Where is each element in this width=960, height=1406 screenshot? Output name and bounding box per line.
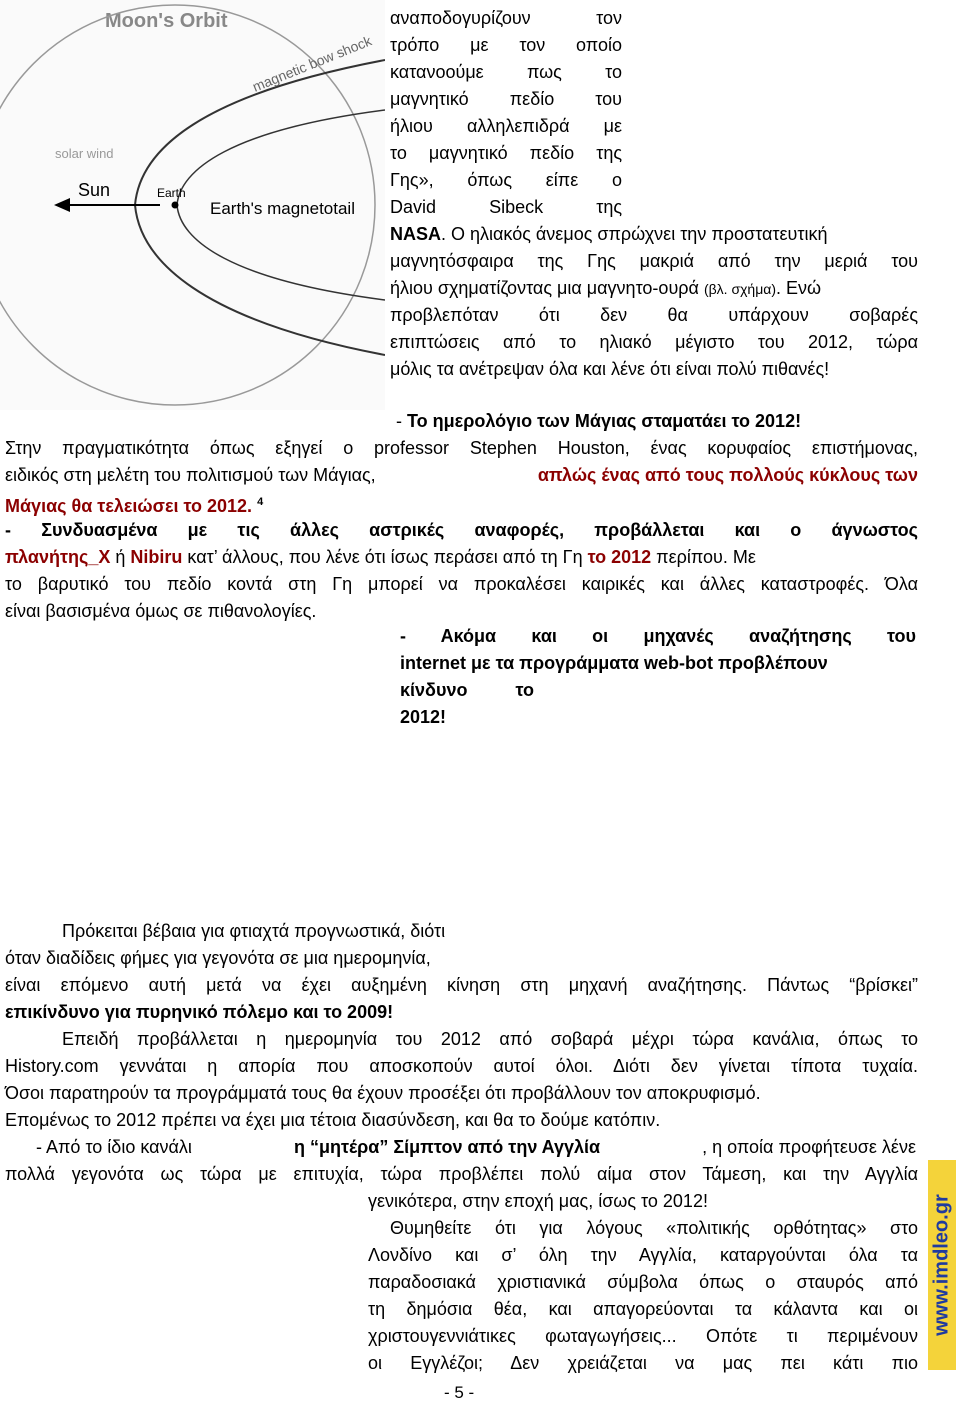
text-line: Όσοι παρατηρούν τα προγράμματά τους θα έχουν προσέξει ότι προβάλλουν τον αποκρυφισμό.: [5, 1083, 761, 1103]
text-line: Λονδίνο και σ’ όλη την Αγγλία, καταργούνται όλα τα: [368, 1245, 918, 1265]
text-line: ήλιου αλληλεπιδρά με: [390, 116, 622, 136]
text-line: όταν διαδίδεις φήμες για γεγονότα σε μια ημερομηνία,: [5, 948, 431, 968]
text-line: Στην πραγματικότητα όπως εξηγεί ο professor Stephen Houston, ένας κορυφαίος επιστήμονας,: [5, 438, 918, 458]
text-line: οι Εγγλέζοι; Δεν χρειάζεται να μας πει κάτι πιο: [368, 1353, 918, 1373]
text-line: [5, 544, 756, 570]
highlight-text: πλανήτης_Χ: [5, 547, 111, 567]
text-span: ή: [110, 547, 131, 567]
arrow-head-icon: [54, 198, 70, 212]
heading-text: Το ημερολόγιο των Μάγιας σταματάει το 2012!: [407, 411, 802, 431]
text-line: 2012!: [400, 707, 447, 727]
text-span: , η οποία προφήτευσε λένε: [702, 1137, 916, 1157]
text-span: ειδικός στη μελέτη του πολιτισμού των Μάγιας,: [5, 465, 376, 485]
text-line: [5, 489, 263, 519]
nasa-line: [390, 221, 827, 247]
figure-reference: (βλ. σχήμα): [703, 281, 777, 297]
text-line: Πρόκειται βέβαια για φτιαχτά προγνωστικά, διότι: [62, 921, 446, 941]
text-line: μόλις τα ανέτρεψαν όλα και λένε ότι είναι πολύ πιθανές!: [390, 359, 830, 379]
earth-label: Earth: [157, 186, 186, 200]
text-line: Θυμηθείτε ότι για λόγους «πολιτικής ορθότητας» στο: [390, 1218, 918, 1238]
text-line: γενικότερα, στην εποχή μας, ίσως το 2012!: [368, 1191, 708, 1211]
text-span: - Από το ίδιο κανάλι: [36, 1137, 192, 1157]
text-line: [36, 1134, 916, 1160]
page-number: - 5 -: [444, 1383, 475, 1402]
text-line: παραδοσιακά χριστιανικά σύμβολα όπως ο σταυρός από: [368, 1272, 918, 1292]
text-line: [5, 462, 918, 488]
text-span: ήλιου σχηματίζοντας μια μαγνητο-ουρά: [390, 278, 699, 298]
text-line: History.com γεννάται η απορία που αποσκοπούν αυτοί όλοι. Διότι δεν γίνεται τίποτα τυχαία.: [5, 1056, 918, 1076]
text-span: . Ενώ: [776, 278, 822, 298]
text-line: επιπτώσεις από το ηλιακό μέγιστο του 2012, τώρα: [390, 332, 918, 352]
text-line: κατανοούμε πως το: [390, 62, 622, 82]
text-line: Επομένως το 2012 πρέπει να έχει μια τέτοια διασύνδεση, και θα το δούμε κατόπιν.: [5, 1110, 661, 1130]
text-line: Γης», όπως είπε ο: [390, 170, 622, 190]
text-line: αναποδογυρίζουν τον: [390, 8, 622, 28]
text-line: το μαγνητικό πεδίο της: [390, 143, 622, 163]
text-line: προβλεπόταν ότι δεν θα υπάρχουν σοβαρές: [390, 305, 918, 325]
bow-shock-label: magnetic bow shock: [250, 32, 374, 95]
text-line: είναι βασισμένα όμως σε πιθανολογίες.: [5, 601, 317, 621]
text-line: τη δημόσια θέα, και απαγορεύονται τα κάλαντα και οι: [368, 1299, 918, 1319]
text-line: - Συνδυασμένα με τις άλλες αστρικές αναφορές, προβάλλεται και ο άγνωστος: [5, 520, 918, 540]
text-line: [390, 275, 821, 302]
maya-heading: [396, 408, 801, 434]
text-line: internet με τα προγράμματα web-bot προβλέπουν: [400, 653, 828, 673]
diagram-title: Moon's Orbit: [105, 10, 228, 32]
dash: -: [396, 411, 407, 431]
text-line: είναι επόμενο αυτή μετά να έχει αυξημένη κίνηση στη μηχανή αναζήτησης. Πάντως “βρίσκει”: [5, 975, 918, 995]
text-line: - Ακόμα και οι μηχανές αναζήτησης του: [400, 626, 916, 646]
text-line: τρόπο με τον οποίο: [390, 35, 622, 55]
text-line: David Sibeck της: [390, 197, 622, 217]
text-span: κατ’ άλλους, που λένε ότι ίσως περάσει από τη Γη: [182, 547, 588, 567]
highlight-text: το 2012: [587, 547, 652, 567]
text-line: κίνδυνο το: [400, 680, 534, 700]
earth-dot-icon: [172, 202, 179, 209]
solar-wind-label: solar wind: [55, 146, 114, 161]
highlight-text: απλώς ένας από τους πολλούς κύκλους των: [537, 465, 918, 485]
text-line: Επειδή προβάλλεται η ημερομηνία του 2012 από σοβαρά μέχρι τώρα κανάλια, όπως το: [62, 1029, 918, 1049]
magnetotail-label: Earth's magnetotail: [210, 199, 355, 218]
text-line: το βαρυτικό του πεδίο κοντά στη Γη μπορεί να προκαλέσει καιρικές και άλλες καταστροφές. Όλα: [5, 574, 918, 594]
footnote-ref: 4: [257, 496, 264, 508]
text-line: μαγνητόσφαιρα της Γης μακριά από την μεριά του: [390, 251, 918, 271]
highlight-text: Μάγιας θα τελειώσει το 2012.: [5, 496, 253, 516]
moon-orbit-diagram: [0, 0, 385, 410]
text-line: χριστουγεννιάτικες φωταγωγήσεις... Οπότε τι περιμένουν: [368, 1326, 918, 1346]
text-line: μαγνητικό πεδίο του: [390, 89, 622, 109]
bold-text: η “μητέρα” Σίμπτον από την Αγγλία: [293, 1137, 601, 1157]
orbit-figure: [0, 0, 385, 410]
sun-label: Sun: [78, 180, 111, 200]
text-line: πολλά γεγονότα ως τώρα με επιτυχία, τώρα προβλέπει πολύ αίμα στον Τάμεση, και την Αγγλία: [5, 1164, 918, 1184]
text-span: περίπου. Με: [651, 547, 756, 567]
text-line: επικίνδυνο για πυρηνικό πόλεμο και το 2009!: [5, 1002, 394, 1022]
watermark-badge: [928, 1160, 956, 1370]
watermark-text: www.imdleo.gr: [930, 1194, 953, 1336]
highlight-text: Nibiru: [130, 547, 183, 567]
nasa-bold: NASA: [390, 224, 442, 244]
text-span: . Ο ηλιακός άνεμος σπρώχνει την προστατευτική: [441, 224, 828, 244]
